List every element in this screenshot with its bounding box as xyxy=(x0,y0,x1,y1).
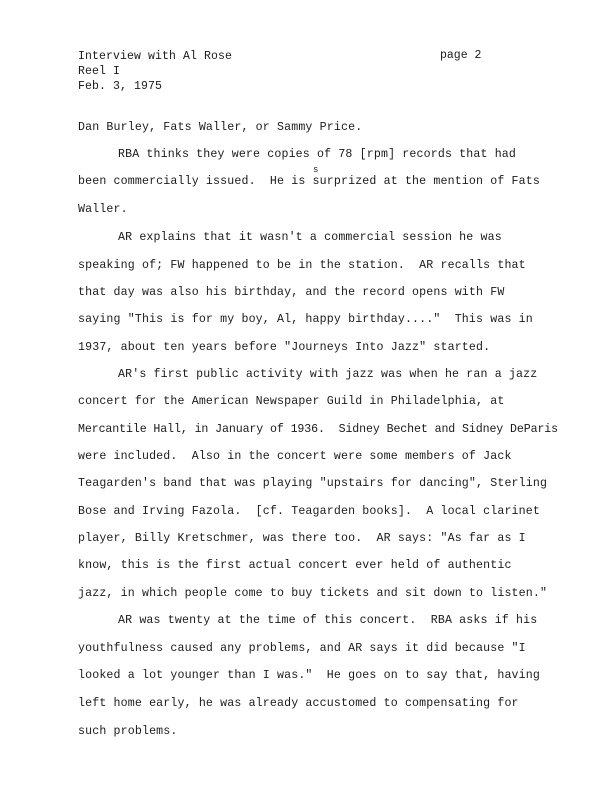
text-line: left home early, he was already accustomed to compensating for xyxy=(78,697,519,710)
text-line: concert for the American Newspaper Guild in Philadelphia, at xyxy=(78,395,505,408)
text-line: player, Billy Kretschmer, was there too. AR says: "As far as I xyxy=(78,532,526,545)
text-line: AR was twenty at the time of this concert. RBA asks if his xyxy=(118,614,538,627)
text-line: Mercantile Hall, in January of 1936. Sidney Bechet and Sidney DeParis xyxy=(78,423,559,436)
page-number: page 2 xyxy=(440,49,482,62)
text-line: jazz, in which people come to buy tickets and sit down to listen." xyxy=(78,587,548,600)
handwritten-correction: s xyxy=(313,165,319,175)
text-line: speaking of; FW happened to be in the station. AR recalls that xyxy=(78,259,526,272)
text-line: know, this is the first actual concert ever held of authentic xyxy=(78,559,512,572)
text-line: youthfulness caused any problems, and AR says it did because "I xyxy=(78,642,526,655)
text-line: such problems. xyxy=(78,725,178,738)
text-line: were included. Also in the concert were some members of Jack xyxy=(78,450,512,463)
text-line: AR's first public activity with jazz was when he ran a jazz xyxy=(118,368,538,381)
text-line: looked a lot younger than I was." He goes on to say that, having xyxy=(78,669,540,682)
header-reel: Reel I xyxy=(78,65,121,78)
text-line: AR explains that it wasn't a commercial session he was xyxy=(118,231,502,244)
text-line: Waller. xyxy=(78,203,128,216)
text-line: been commercially issued. He is surprized at the mention of Fats xyxy=(78,175,540,188)
text-line: RBA thinks they were copies of 78 [rpm] records that had xyxy=(118,148,517,161)
text-line: Bose and Irving Fazola. [cf. Teagarden books]. A local clarinet xyxy=(78,505,540,518)
header-title: Interview with Al Rose xyxy=(78,50,233,63)
text-line: that day was also his birthday, and the record opens with FW xyxy=(78,286,505,299)
header-date: Feb. 3, 1975 xyxy=(78,80,163,93)
text-line: Dan Burley, Fats Waller, or Sammy Price. xyxy=(78,121,363,134)
text-line: 1937, about ten years before "Journeys Into Jazz" started. xyxy=(78,341,491,354)
text-line: Teagarden's band that was playing "upstairs for dancing", Sterling xyxy=(78,477,548,490)
text-line: saying "This is for my boy, Al, happy birthday...." This was in xyxy=(78,313,533,326)
